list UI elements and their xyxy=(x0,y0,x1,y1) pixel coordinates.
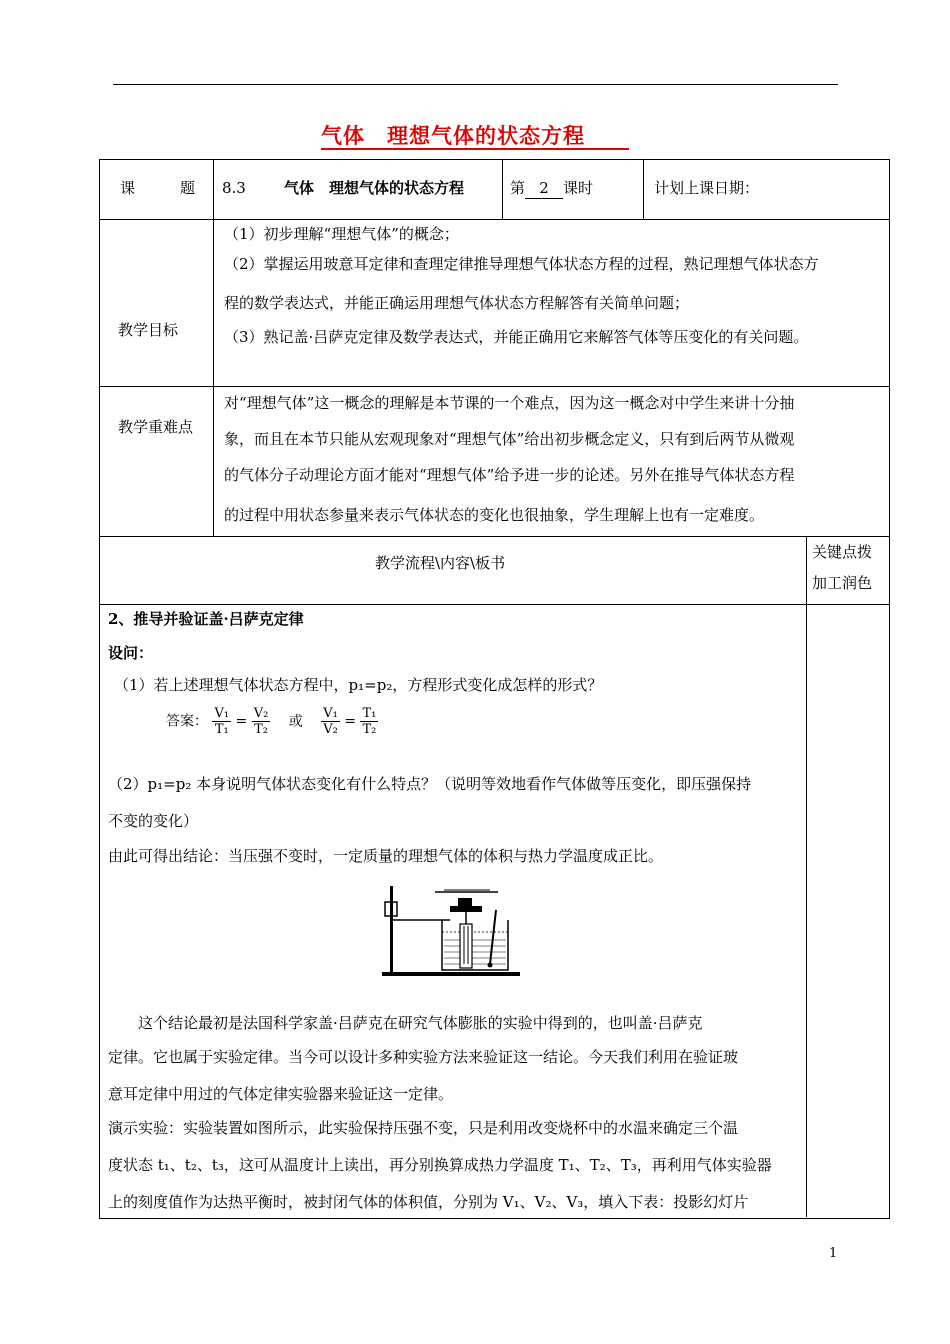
conclusion-text: 由此可得出结论：当压强不变时，一定质量的理想气体的体积与热力学温度成正比。 xyxy=(108,847,664,865)
demo-line-3: 上的刻度值作为达热平衡时，被封闭气体的体积值，分别为 V₁、V₂、V₃，填入下表：投影幻灯片 xyxy=(108,1193,749,1211)
flow-side-label-1: 关键点拨 xyxy=(812,543,873,561)
page-number: 1 xyxy=(829,1246,838,1261)
objectives-label: 教学目标 xyxy=(118,321,179,339)
fraction-v1-t1: $\frac{\text{V₁}}{\text{T₁}}$ xyxy=(214,706,230,737)
experiment-apparatus-figure xyxy=(380,884,525,980)
demo-line-1: 演示实验：实验装置如图所示，此实验保持压强不变，只是利用改变烧杯中的水温来确定三个温 xyxy=(108,1119,739,1137)
header-rule xyxy=(113,84,838,85)
subject-label: 课 题 xyxy=(120,179,196,197)
col-divider-label xyxy=(213,159,214,536)
document-title-text: 气体 理想气体的状态方程 xyxy=(321,123,629,150)
col-divider-side xyxy=(806,536,807,1217)
paragraph-1-line-1: 这个结论最初是法国科学家盖·吕萨克在研究气体膨胀的实验中得到的，也叫盖·吕萨克 xyxy=(138,1014,703,1032)
objective-3: （3）熟记盖·吕萨克定律及数学表达式，并能正确用它来解答气体等压变化的有关问题。 xyxy=(224,328,809,346)
difficulties-label: 教学重难点 xyxy=(118,418,194,436)
demo-line-2: 度状态 t₁、t₂、t₃，这可从温度计上读出，再分别换算成热力学温度 T₁、T₂、T₃，再利用气体实验器 xyxy=(108,1156,772,1174)
objective-2: （2）掌握运用玻意耳定律和查理定律推导理想气体状态方程的过程，熟记理想气体状态方 xyxy=(224,255,819,273)
col-divider-period xyxy=(502,159,503,219)
lesson-title: 气体 理想气体的状态方程 xyxy=(284,179,465,197)
period-suffix: 课时 xyxy=(563,179,594,197)
question-2-line-2: 不变的变化） xyxy=(108,812,199,830)
period-info xyxy=(510,175,593,201)
plan-date-label: 计划上课日期： xyxy=(654,179,760,197)
period-prefix: 第 xyxy=(510,179,526,197)
question-2-line-1: （2）p₁=p₂ 本身说明气体状态变化有什么特点？（说明等效地看作气体做等压变化，即压强保持 xyxy=(108,775,752,793)
period-value: 2 xyxy=(525,178,563,199)
difficulty-line-4: 的过程中用状态参量来表示气体状态的变化也很抽象，学生理解上也有一定难度。 xyxy=(224,506,765,524)
flow-center-label: 教学流程\内容\板书 xyxy=(375,554,506,572)
row-divider-2 xyxy=(99,386,889,387)
document-title xyxy=(0,120,950,150)
answer-label: 答案： xyxy=(166,713,208,730)
difficulty-line-3: 的气体分子动理论方面才能对“理想气体”给予进一步的论述。另外在推导气体状态方程 xyxy=(224,466,795,484)
section-heading: 2、推导并验证盖·吕萨克定律 xyxy=(108,610,304,628)
paragraph-1-line-2: 定律。它也属于实验定律。当今可以设计多种实验方法来验证这一结论。今天我们利用在验证玻 xyxy=(108,1048,739,1066)
difficulty-line-1: 对“理想气体”这一概念的理解是本节课的一个难点，因为这一概念对中学生来讲十分抽 xyxy=(224,394,795,412)
flow-side-label-2: 加工润色 xyxy=(812,574,873,592)
row-divider-1 xyxy=(99,219,889,220)
difficulty-line-2: 象，而且在本节只能从宏观现象对“理想气体”给出初步概念定义，只有到后两节从微观 xyxy=(224,430,795,448)
or-word: 或 xyxy=(288,713,303,730)
fraction-v1-v2: $\frac{\text{V₁}}{\text{V₂}}$ xyxy=(323,706,338,737)
lesson-code: 8.3 xyxy=(222,179,246,197)
objective-1: （1）初步理解“理想气体”的概念； xyxy=(224,225,459,243)
question-1: （1）若上述理想气体状态方程中，p₁=p₂，方程形式变化成怎样的形式？ xyxy=(114,676,603,694)
fraction-v2-t2: $\frac{\text{V₂}}{\text{T₂}}$ xyxy=(253,706,269,737)
answer-formula: 答案： $\frac{\text{V₁}}{\text{T₁}}$ = $\frac{\text{V₂}}{\text{T₂}}$ 或 $\frac{\text{V₁}}{\text{V₂}}$ = $\frac{\text{T₁}}{\text{T₂}}$ xyxy=(166,706,377,737)
paragraph-1-line-3: 意耳定律中用过的气体定律实验器来验证这一定律。 xyxy=(108,1085,454,1103)
fraction-t1-t2: $\frac{\text{T₁}}{\text{T₂}}$ xyxy=(362,706,377,737)
objective-2-cont: 程的数学表达式，并能正确运用理想气体状态方程解答有关简单问题； xyxy=(224,294,690,312)
question-label: 设问： xyxy=(108,644,154,662)
row-divider-4 xyxy=(99,604,889,605)
row-divider-3 xyxy=(99,536,889,537)
col-divider-date xyxy=(643,159,644,219)
